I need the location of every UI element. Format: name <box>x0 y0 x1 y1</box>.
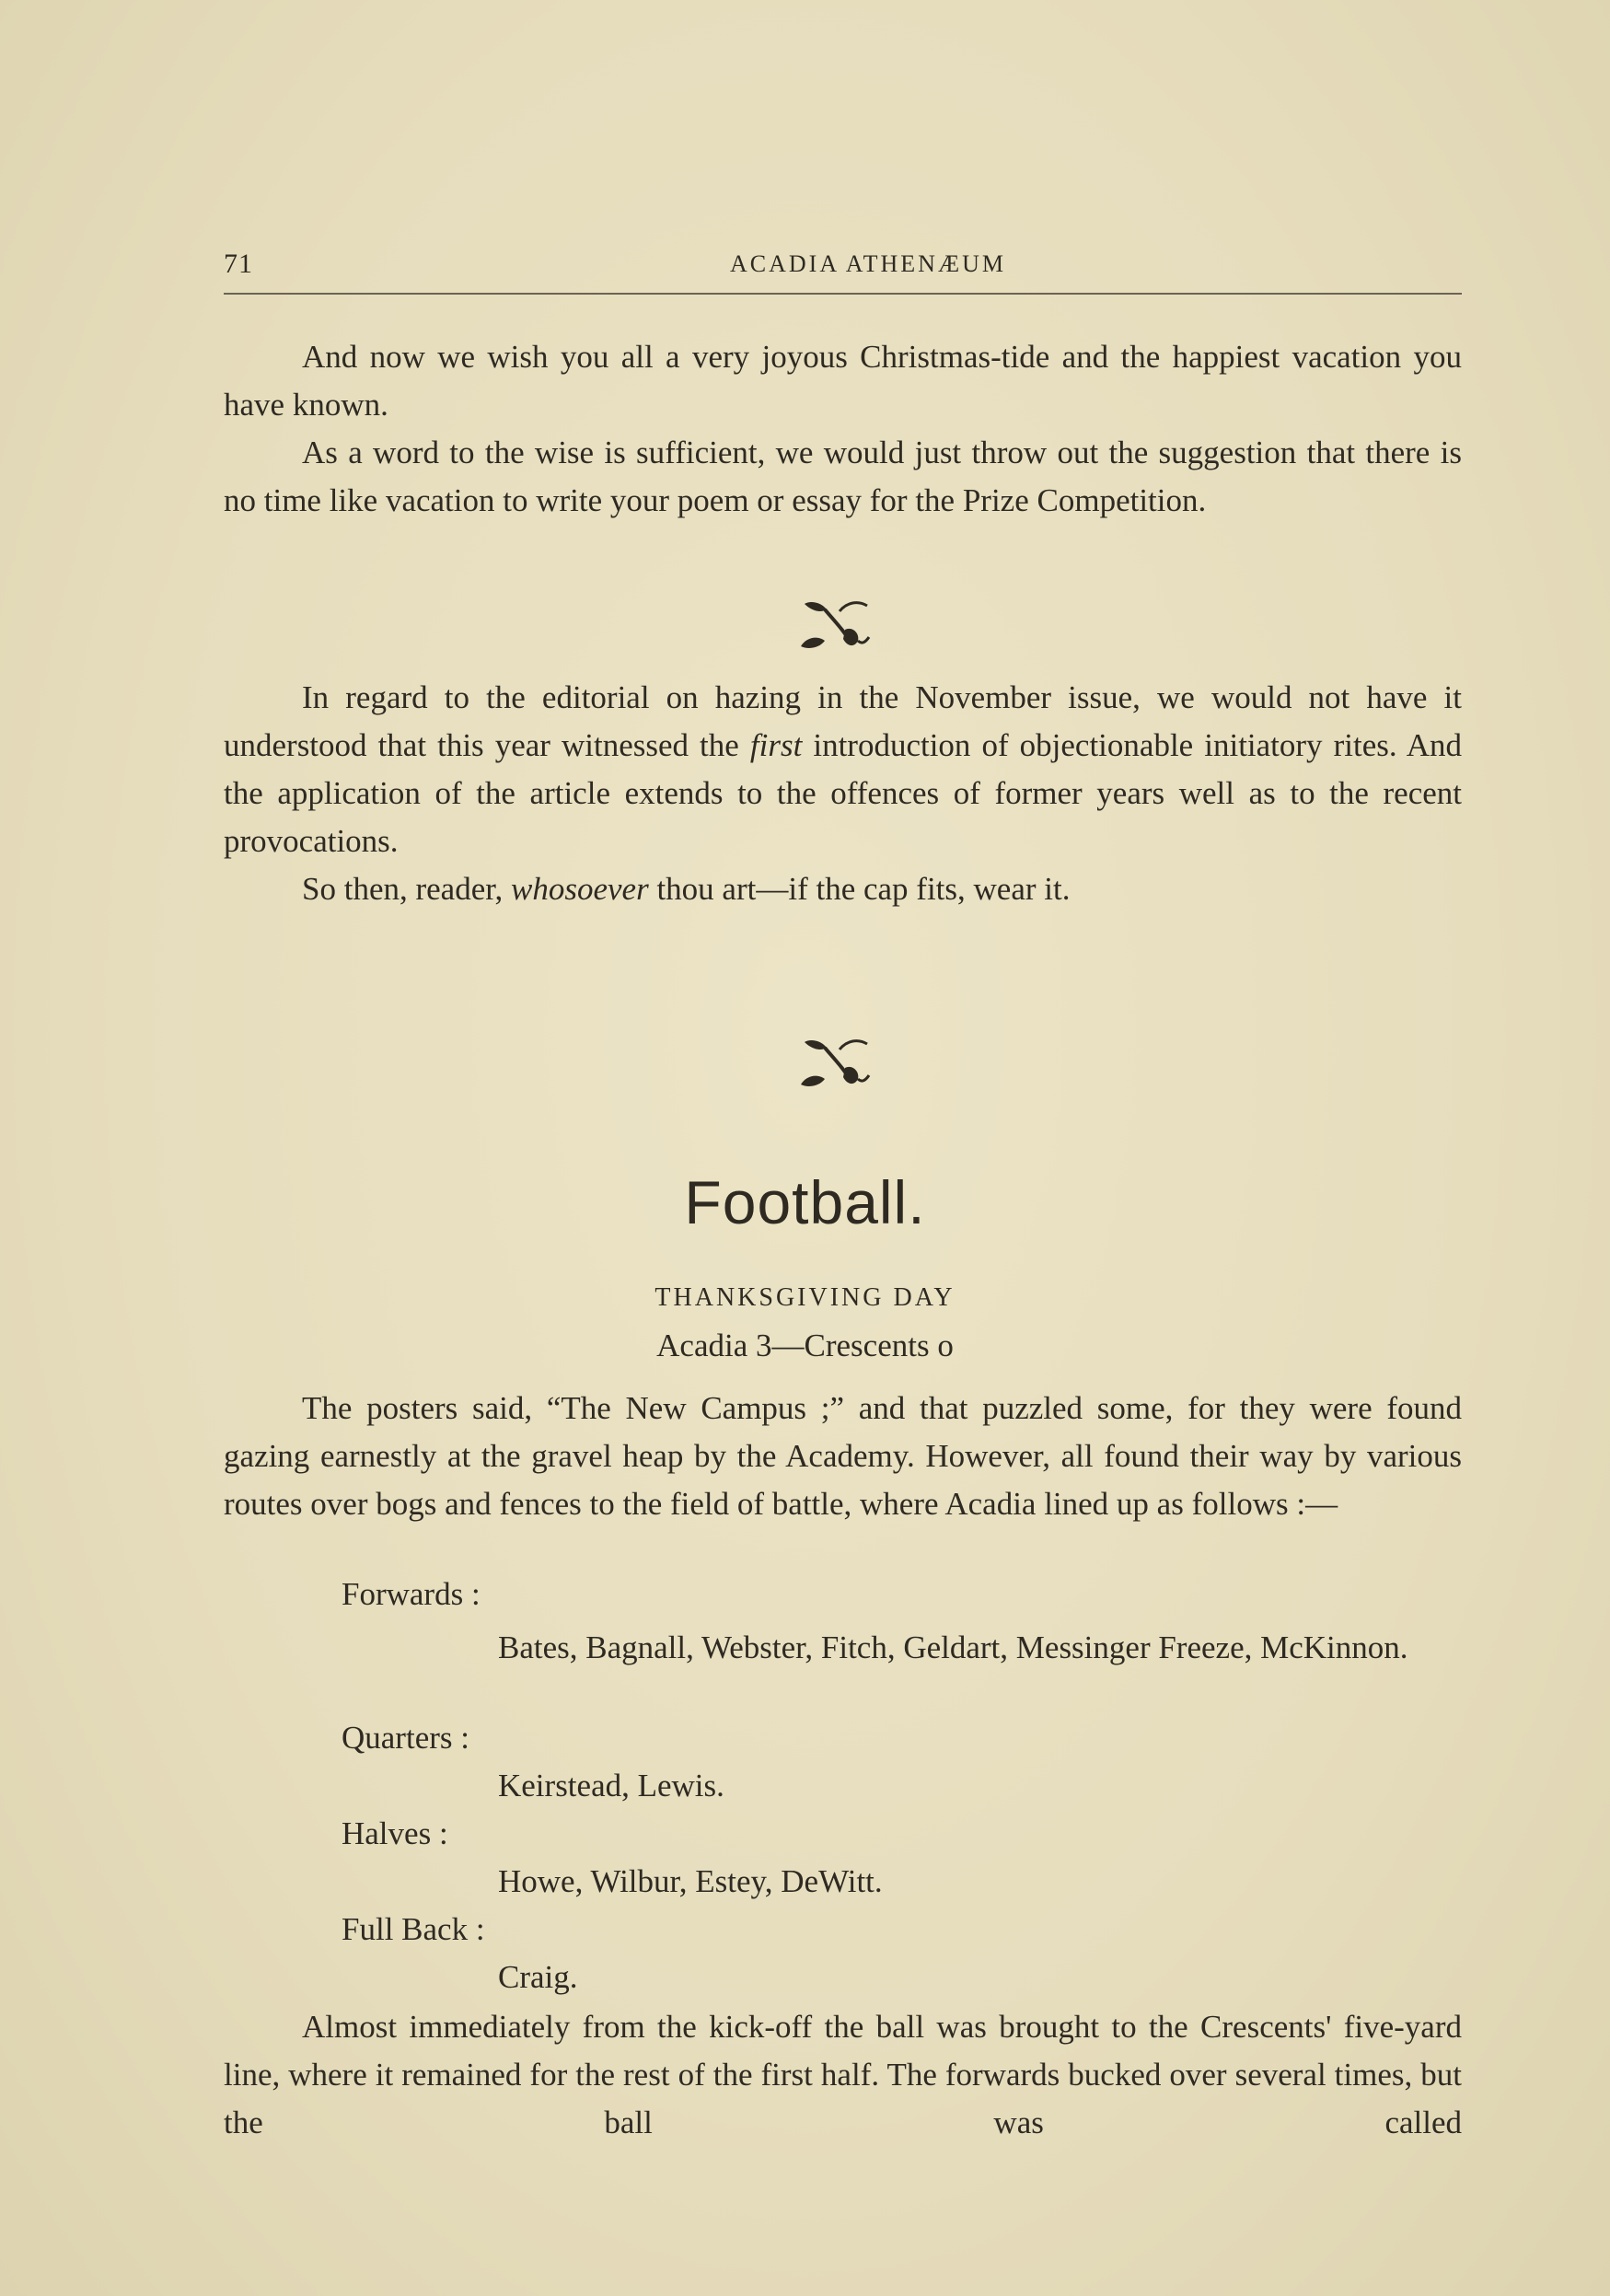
editorial-block-2 <box>224 674 1462 913</box>
football-closing-paragraph: Almost immediately from the kick-off the ball was brought to the Crescents' five-yard line, where it remained for the rest of the first half. The forwards bucked over several times, but the ball was called <box>224 2009 1462 2140</box>
editorial-paragraph-hazing <box>224 674 1462 865</box>
lineup-label-forwards: Forwards : <box>342 1576 481 1612</box>
hazing-text-start: In regard to the editorial on hazing in the November issue, we would not have it understood that this year witnessed the <box>224 679 1462 763</box>
lineup-names-quarters: Keirstead, Lewis. <box>498 1768 724 1803</box>
running-title: ACADIA ATHENÆUM <box>730 250 1006 277</box>
page-header <box>224 241 1462 296</box>
hazing-text-emphasis: first <box>749 727 803 763</box>
editorial-block-1 <box>224 333 1462 525</box>
lineup-list <box>224 1576 1462 2000</box>
section-title-football: Football. <box>684 1168 926 1236</box>
hazing-text-end: introduction of objectionable initiatory rites. And the application of the article extends to the offences of former years well as to the recent provocations. <box>224 727 1462 859</box>
football-intro-block <box>224 1385 1462 1528</box>
occasion-subhead: THANKSGIVING DAY <box>654 1283 956 1312</box>
editorial-paragraph-prize: As a word to the wise is sufficient, we would just throw out the suggestion that there is no time like vacation to write your poem or essay for the Prize Competition. <box>224 435 1462 518</box>
lineup-label-halves: Halves : <box>342 1815 448 1851</box>
header-rule <box>224 293 1462 295</box>
editorial-paragraph-reader <box>224 865 1462 913</box>
lineup-names-halves: Howe, Wilbur, Estey, DeWitt. <box>498 1863 883 1899</box>
lineup-label-quarters: Quarters : <box>342 1720 469 1756</box>
reader-text-end: thou art—if the cap fits, wear it. <box>648 871 1071 907</box>
football-intro-paragraph: The posters said, “The New Campus ;” and that puzzled some, for they were found gazing earnestly at the gravel heap by the Academy. However, all found their way by various routes over bogs and fences to the field of battle, where Acadia lined up as follows :— <box>224 1390 1462 1522</box>
lineup-label-fullback: Full Back : <box>342 1911 485 1947</box>
lineup-names-forwards: Bates, Bagnall, Webster, Fitch, Geldart, Messinger Freeze, McKinnon. <box>498 1629 1408 1665</box>
fleuron-ornament-icon <box>797 598 871 654</box>
reader-text-emphasis: whosoever <box>511 871 649 907</box>
score-subhead: Acadia 3—Crescents o <box>656 1328 954 1363</box>
page-number: 71 <box>224 249 253 279</box>
reader-text-start: So then, reader, <box>302 871 511 907</box>
lineup-names-fullback: Craig. <box>498 1959 578 1995</box>
fleuron-ornament-icon <box>797 1037 871 1092</box>
football-closing-block <box>224 2003 1462 2147</box>
editorial-paragraph-christmas: And now we wish you all a very joyous Christmas-tide and the happiest vacation you have known. <box>224 339 1462 423</box>
